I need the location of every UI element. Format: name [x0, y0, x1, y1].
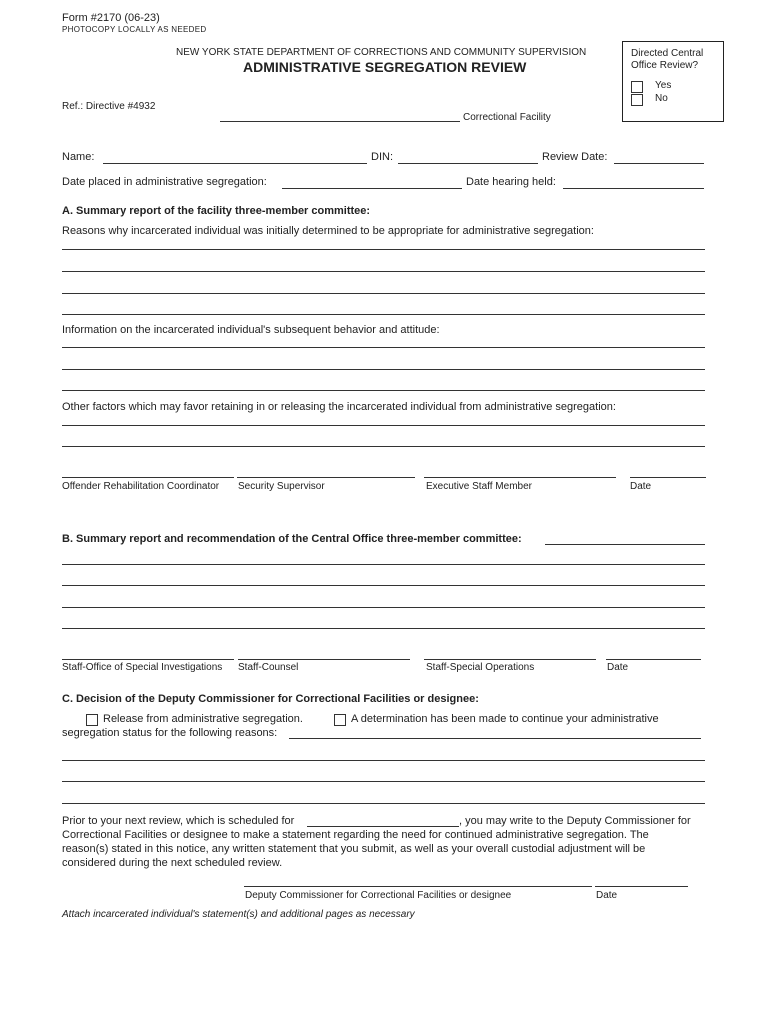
- signature-label-osi: Staff-Office of Special Investigations: [62, 662, 223, 673]
- behavior-line-1[interactable]: [62, 347, 705, 348]
- signature-label-operations: Staff-Special Operations: [426, 662, 535, 673]
- central-review-yes-label: Yes: [655, 80, 672, 91]
- continue-reasons-label: segregation status for the following reasons:: [62, 727, 278, 739]
- other-line-2[interactable]: [62, 446, 705, 447]
- section-b-heading: B. Summary report and recommendation of the Central Office three-member committee:: [62, 533, 522, 545]
- central-review-question-2: Office Review?: [631, 60, 699, 71]
- central-review-question-1: Directed Central: [631, 48, 704, 59]
- other-line-1[interactable]: [62, 425, 705, 426]
- facility-label: Correctional Facility: [463, 112, 551, 123]
- central-review-no-checkbox[interactable]: [631, 94, 643, 106]
- signature-label-executive: Executive Staff Member: [426, 481, 532, 492]
- reasons-line-2[interactable]: [62, 271, 705, 272]
- section-a-behavior-label: Information on the incarcerated individual's subsequent behavior and attitude:: [62, 324, 440, 336]
- signature-line-counsel[interactable]: [238, 659, 410, 660]
- signature-line-operations[interactable]: [424, 659, 596, 660]
- signature-label-date-a: Date: [630, 481, 652, 492]
- central-line-2[interactable]: [62, 585, 705, 586]
- decision-line-1[interactable]: [62, 760, 705, 761]
- date-placed-field[interactable]: [282, 188, 462, 189]
- form-number: Form #2170 (06-23): [62, 12, 160, 24]
- signature-label-security: Security Supervisor: [238, 481, 325, 492]
- section-a-reasons-label: Reasons why incarcerated individual was initially determined to be appropriate for administrative segregation:: [62, 225, 594, 237]
- notice-line-4: considered during the next scheduled review.: [62, 857, 283, 869]
- deputy-date-label: Date: [596, 890, 618, 901]
- release-label: Release from administrative segregation.: [103, 713, 303, 725]
- deputy-signature-label: Deputy Commissioner for Correctional Facilities or designee: [245, 890, 512, 901]
- name-field[interactable]: [103, 163, 367, 164]
- central-review-box: [622, 41, 724, 122]
- central-review-yes-checkbox[interactable]: [631, 81, 643, 93]
- central-line-1[interactable]: [62, 564, 705, 565]
- signature-label-counsel: Staff-Counsel: [238, 662, 299, 673]
- notice-line-1b: , you may write to the Deputy Commissioner for: [459, 815, 691, 827]
- din-label: DIN:: [371, 151, 393, 163]
- review-date-field[interactable]: [614, 163, 704, 164]
- section-b-heading-field[interactable]: [545, 544, 705, 545]
- department-name: NEW YORK STATE DEPARTMENT OF CORRECTIONS AND COMMUNITY SUPERVISION: [176, 47, 587, 58]
- signature-line-security[interactable]: [237, 477, 415, 478]
- din-field[interactable]: [398, 163, 538, 164]
- section-a-other-label: Other factors which may favor retaining in or releasing the incarcerated individual from administrative segregation:: [62, 401, 616, 413]
- decision-line-2[interactable]: [62, 781, 705, 782]
- signature-line-date-a[interactable]: [630, 477, 706, 478]
- signature-line-date-b[interactable]: [606, 659, 701, 660]
- signature-label-date-b: Date: [607, 662, 629, 673]
- page-title: ADMINISTRATIVE SEGREGATION REVIEW: [243, 59, 527, 75]
- central-line-4[interactable]: [62, 628, 705, 629]
- next-review-date-field[interactable]: [307, 826, 459, 827]
- continue-label: A determination has been made to continue your administrative: [351, 713, 659, 725]
- date-hearing-field[interactable]: [563, 188, 704, 189]
- notice-line-3: reason(s) stated in this notice, any written statement that you submit, as well as your overall custodial adjustment will be: [62, 843, 646, 855]
- attach-note: Attach incarcerated individual's statement(s) and additional pages as necessary: [62, 909, 415, 920]
- reasons-line-4[interactable]: [62, 314, 705, 315]
- section-a-heading: A. Summary report of the facility three-member committee:: [62, 205, 371, 217]
- section-c-heading: C. Decision of the Deputy Commissioner for Correctional Facilities or designee:: [62, 693, 479, 705]
- signature-line-executive[interactable]: [424, 477, 616, 478]
- review-date-label: Review Date:: [542, 151, 608, 163]
- signature-label-orc: Offender Rehabilitation Coordinator: [62, 481, 220, 492]
- decision-line-3[interactable]: [62, 803, 705, 804]
- central-line-3[interactable]: [62, 607, 705, 608]
- deputy-signature-line[interactable]: [244, 886, 592, 887]
- behavior-line-2[interactable]: [62, 369, 705, 370]
- signature-line-orc[interactable]: [62, 477, 234, 478]
- reasons-line-3[interactable]: [62, 293, 705, 294]
- continue-reasons-field[interactable]: [289, 738, 701, 739]
- continue-checkbox[interactable]: [334, 714, 346, 726]
- deputy-date-line[interactable]: [595, 886, 688, 887]
- directive-ref: Ref.: Directive #4932: [62, 101, 156, 112]
- photocopy-note: PHOTOCOPY LOCALLY AS NEEDED: [62, 25, 207, 34]
- facility-field[interactable]: [220, 121, 460, 122]
- release-checkbox[interactable]: [86, 714, 98, 726]
- name-label: Name:: [62, 151, 95, 163]
- signature-line-osi[interactable]: [62, 659, 234, 660]
- date-hearing-label: Date hearing held:: [466, 176, 556, 188]
- reasons-line-1[interactable]: [62, 249, 705, 250]
- central-review-no-label: No: [655, 93, 668, 104]
- behavior-line-3[interactable]: [62, 390, 705, 391]
- notice-line-1a: Prior to your next review, which is scheduled for: [62, 815, 295, 827]
- date-placed-label: Date placed in administrative segregation:: [62, 176, 267, 188]
- notice-line-2: Correctional Facilities or designee to make a statement regarding the need for continued administrative segregation. The: [62, 829, 649, 841]
